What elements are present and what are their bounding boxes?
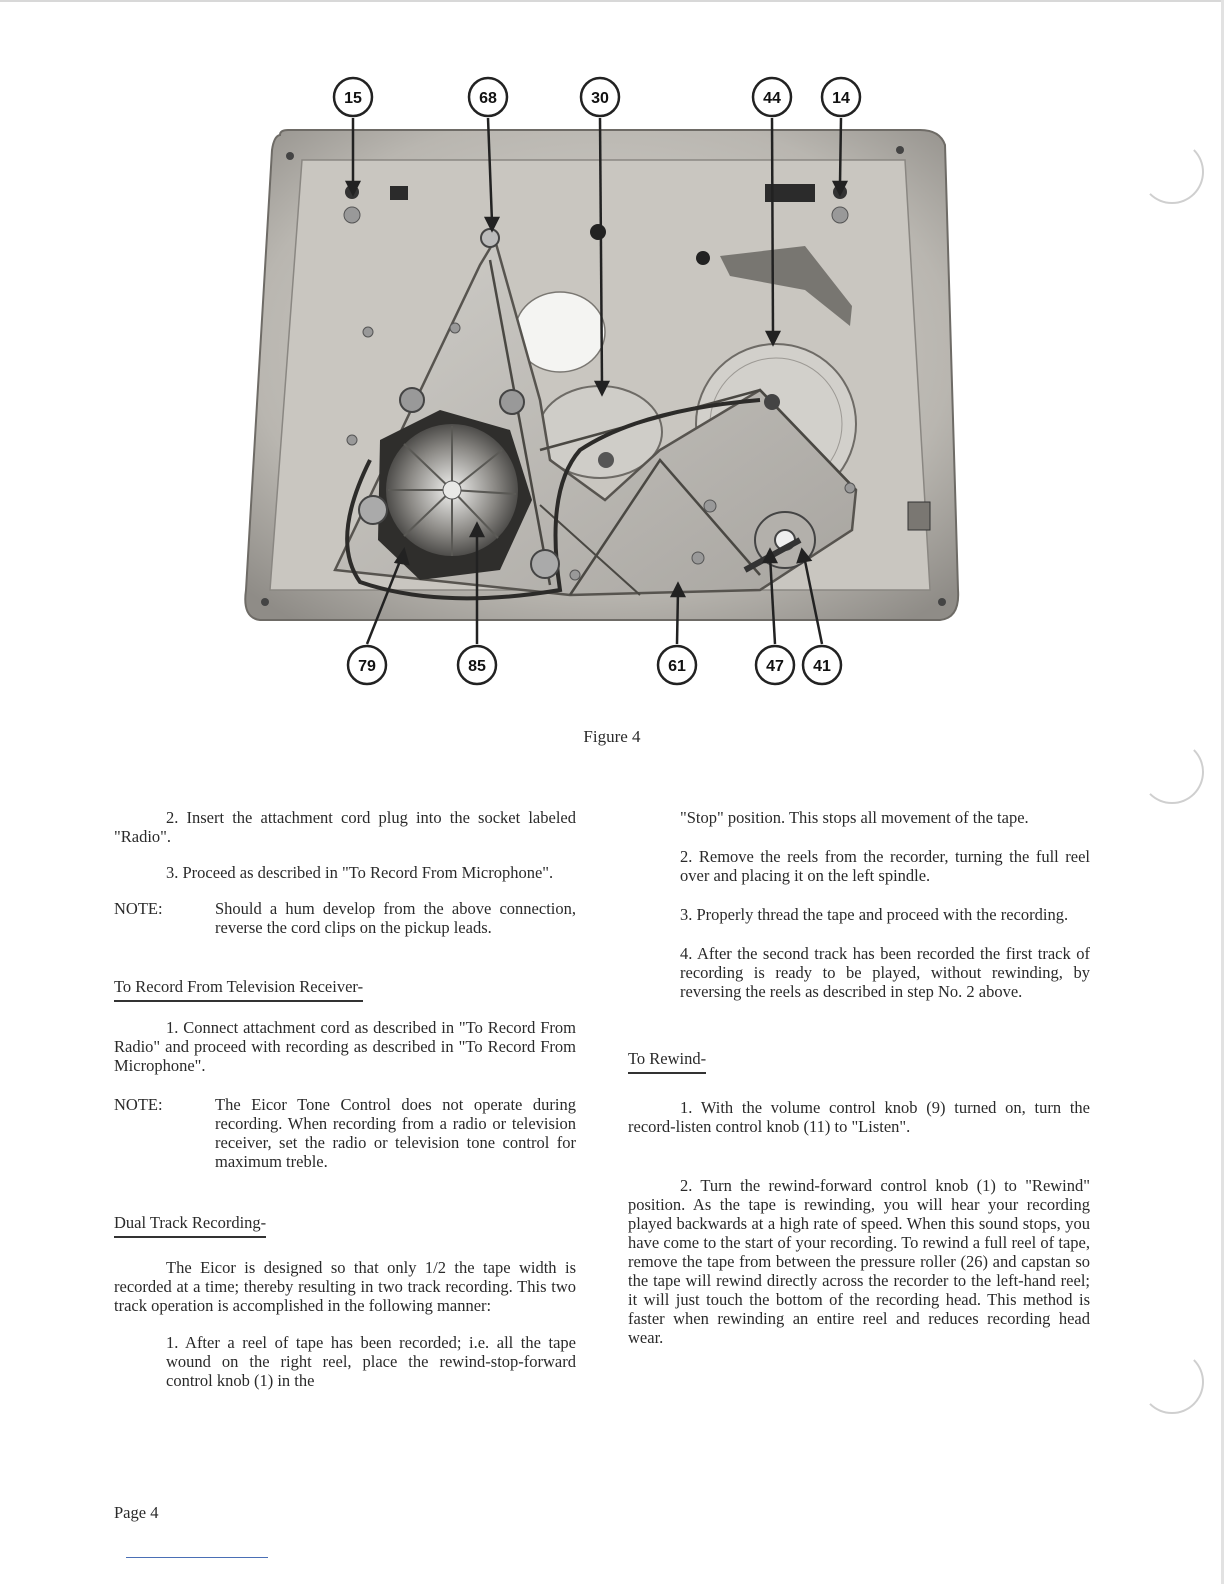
recorder-underside-illustration	[240, 70, 980, 700]
paragraph: "Stop" position. This stops all movement of the tape.	[680, 808, 1029, 827]
svg-text:79: 79	[358, 658, 376, 675]
paragraph: 1. With the volume control knob (9) turned on, turn the record-listen control knob (11) to "Listen".	[628, 1098, 1090, 1136]
note-label: NOTE:	[114, 1095, 163, 1114]
paragraph: 3. Properly thread the tape and proceed with the recording.	[680, 905, 1069, 924]
section-heading: To Rewind-	[628, 1049, 706, 1074]
paragraph: 2. Remove the reels from the recorder, turning the full reel over and placing it on the left spindle.	[680, 847, 1090, 885]
callout-30	[581, 78, 619, 116]
note-label: NOTE:	[114, 899, 163, 918]
callout-14	[822, 78, 860, 116]
svg-text:61: 61	[668, 658, 686, 675]
svg-text:68: 68	[479, 90, 497, 107]
svg-text:85: 85	[468, 658, 486, 675]
note-text: Should a hum develop from the above connection, reverse the cord clips on the pickup leads.	[215, 899, 576, 937]
paragraph: 4. After the second track has been recorded the first track of recording is ready to be played, without rewinding, by reversing the reels as described in step No. 2 above.	[680, 944, 1090, 1001]
bottom-rule	[126, 1557, 268, 1558]
callout-79	[348, 646, 386, 684]
binder-hole-mark	[1140, 1350, 1204, 1414]
svg-text:44: 44	[763, 90, 781, 107]
paragraph: 3. Proceed as described in "To Record From Microphone".	[166, 863, 554, 882]
callout-61	[658, 646, 696, 684]
svg-text:15: 15	[344, 90, 362, 107]
section-heading: To Record From Television Receiver-	[114, 977, 363, 1002]
page-number: Page 4	[114, 1503, 159, 1522]
paragraph: 2. Insert the attachment cord plug into the socket labeled "Radio".	[114, 808, 576, 846]
binder-hole-mark	[1140, 140, 1204, 204]
paragraph: The Eicor is designed so that only 1/2 the tape width is recorded at a time; thereby resulting in two track recording. This two track operation is accomplished in the following manner:	[114, 1258, 576, 1315]
svg-text:47: 47	[766, 658, 784, 675]
left-column	[114, 808, 576, 1390]
svg-text:30: 30	[591, 90, 609, 107]
section-heading-wrap	[114, 977, 576, 1002]
paragraph: 2. Turn the rewind-forward control knob (1) to "Rewind" position. As the tape is rewinding, you will hear your recording played backwards at a high rate of speed. When this sound stops, you have come to the start of your recording. To rewind a full reel of tape, remove the tape from between the pressure roller (26) and capstan so the tape will rewind directly across the recorder to the left-hand reel; it will just touch the bottom of the recording head. This method is faster when rewinding an entire reel and reduces recording head wear.	[628, 1176, 1090, 1347]
note-text: The Eicor Tone Control does not operate during recording. When recording from a radio or television receiver, set the radio or television tone control for maximum treble.	[215, 1095, 576, 1171]
callout-85	[458, 646, 496, 684]
section-heading-wrap	[628, 1049, 1090, 1074]
section-heading-wrap	[114, 1213, 576, 1238]
callout-68	[469, 78, 507, 116]
callout-47	[756, 646, 794, 684]
paragraph: 1. After a reel of tape has been recorded; i.e. all the tape wound on the right reel, place the rewind-stop-forward control knob (1) in the	[166, 1333, 576, 1390]
callout-41	[803, 646, 841, 684]
section-heading: Dual Track Recording-	[114, 1213, 266, 1238]
figure-caption: Figure 4	[583, 727, 641, 746]
callout-44	[753, 78, 791, 116]
figure-4-photo	[240, 70, 980, 700]
paragraph: 1. Connect attachment cord as described in "To Record From Radio" and proceed with recording as described in "To Record From Microphone".	[114, 1018, 576, 1075]
note-block	[114, 1095, 576, 1171]
page-edge-top	[0, 0, 1224, 2]
svg-text:41: 41	[813, 658, 831, 675]
callout-15	[334, 78, 372, 116]
note-block	[114, 899, 576, 937]
svg-text:14: 14	[832, 90, 850, 107]
right-column	[628, 808, 1090, 1347]
binder-hole-mark	[1140, 740, 1204, 804]
